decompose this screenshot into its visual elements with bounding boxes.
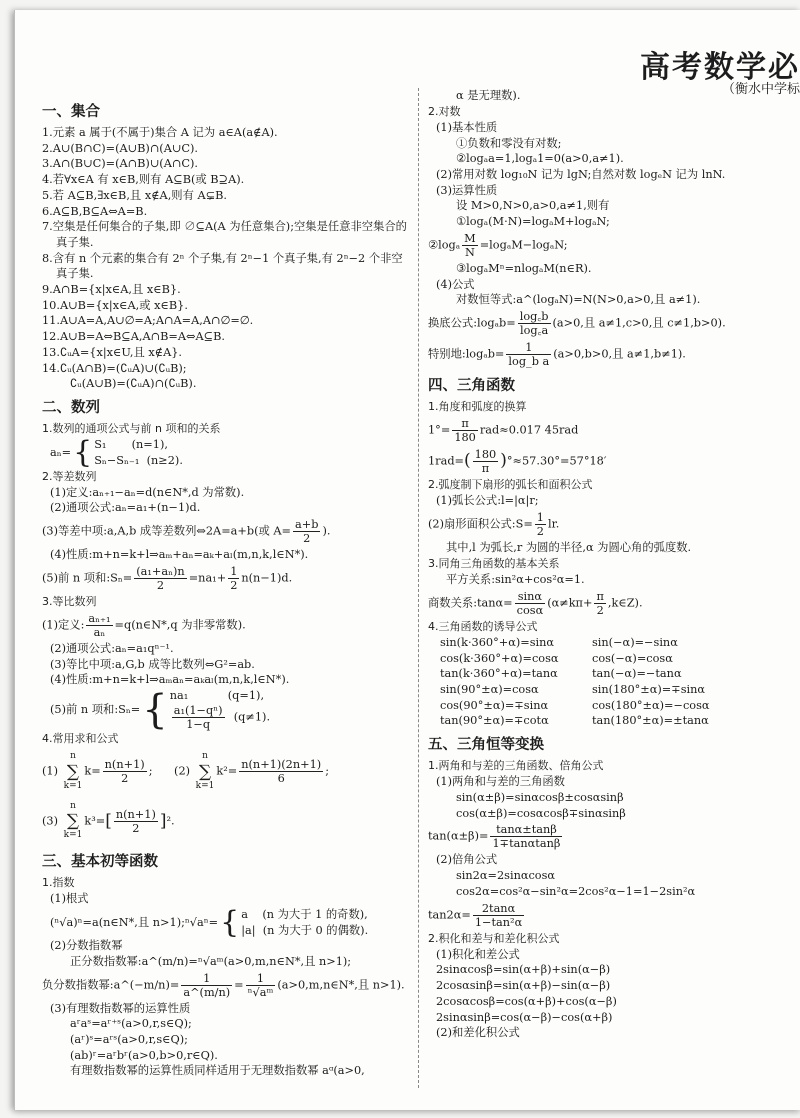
column-divider — [418, 88, 419, 1088]
formula-text: k²= — [216, 764, 238, 778]
numerator: a+b — [295, 518, 319, 532]
formula-text: (3) — [42, 814, 59, 828]
formula-text: 特别地:logₐb= — [428, 347, 505, 361]
formula — [428, 509, 773, 540]
cases — [94, 437, 183, 468]
list-item: 8.含有 n 个元素的集合有 2ⁿ 个子集,有 2ⁿ−1 个真子集,有 2ⁿ−2 个非空真子集. — [42, 251, 403, 281]
table-cell: sin(180°±α)=∓sinα — [592, 682, 706, 696]
formula: (4)性质:m+n=k+l⇒aₘaₙ=aₖaₗ(m,n,k,l∈N*). — [50, 673, 290, 687]
denominator: 2 — [303, 532, 311, 546]
formula: α 是无理数). — [456, 89, 521, 102]
formula: (2)分数指数幂 — [50, 939, 123, 953]
formula: ①负数和零没有对数; — [456, 136, 562, 150]
subheading: 1.角度和弧度的换算 — [428, 399, 527, 413]
formula — [428, 308, 773, 339]
numerator: 1 — [230, 564, 238, 578]
formula — [42, 970, 414, 1001]
formula-text: 商数关系:tanα= — [428, 596, 513, 610]
fraction — [473, 902, 524, 929]
formula: (3)有理数指数幂的运算性质 — [50, 1001, 191, 1015]
formula: sin(α±β)=sinαcosβ±cosαsinβ — [456, 790, 624, 804]
page-title: 高考数学必 — [640, 50, 800, 85]
brace-symbol: { — [73, 434, 93, 470]
list-item: 12.A∪B=A⇔B⊆A,A∩B=A⇔A⊆B. — [42, 330, 226, 344]
table-cell: sin(−α)=−sinα — [592, 635, 678, 649]
denominator: 1∓tanαtanβ — [492, 837, 561, 851]
denominator: 180 — [454, 431, 476, 445]
list-item: 3.A∩(B∪C)=(A∩B)∪(A∩C). — [42, 157, 198, 171]
formula-text: =logₐM−logₐN; — [479, 238, 568, 252]
denominator: 2 — [121, 772, 129, 786]
denominator: 2 — [156, 578, 165, 592]
numerator: π — [596, 589, 604, 603]
subheading: 1.两角和与差的三角函数、倍角公式 — [428, 759, 604, 773]
numerator: 180 — [474, 448, 497, 462]
formula — [42, 563, 414, 594]
formula-text: 换底公式:logₐb= — [428, 316, 516, 330]
formula: (2)和差化积公式 — [436, 1026, 520, 1040]
formula-text: tan(α±β)= — [428, 829, 489, 843]
numerator: 1 — [506, 341, 551, 355]
formula: ③logₐMⁿ=nlogₐM(n∈R). — [456, 261, 592, 275]
formula: 有理数指数幂的运算性质同样适用于无理数指数幂 aᵅ(a>0, — [70, 1064, 365, 1078]
formula: 2cosαcosβ=cos(α+β)+cos(α−β) — [436, 994, 617, 1008]
denominator: log_b a — [508, 354, 550, 368]
fraction — [228, 565, 239, 592]
table-cell: cos(90°±α)=∓sinα — [440, 698, 549, 712]
table-cell: tan(k·360°+α)=tanα — [440, 667, 558, 681]
right-column — [428, 88, 773, 1041]
fraction — [452, 417, 478, 444]
case-cond: (n≥2). — [146, 453, 183, 467]
fraction — [181, 972, 232, 999]
formula: sin2α=2sinαcosα — [456, 869, 556, 883]
case-cond: (n 为大于 1 的奇数), — [262, 907, 368, 921]
numerator: 1 — [246, 972, 276, 986]
cases — [170, 688, 270, 731]
table-cell: cos(−α)=cosα — [592, 651, 673, 665]
denominator: 1−q — [186, 717, 211, 731]
section-heading-trigonometric-functions: 四、三角函数 — [428, 377, 515, 394]
formula-text: ; — [325, 764, 329, 778]
subheading: 3.等比数列 — [42, 594, 97, 608]
table-cell: cos(180°±α)=−cosα — [592, 698, 710, 712]
formula — [42, 610, 414, 641]
formula-text: (α≠kπ+ — [547, 596, 593, 610]
sum-lower: k=1 — [63, 830, 83, 841]
formula: cos(α±β)=cosαcosβ∓sinαsinβ — [456, 806, 626, 820]
formula: (2)倍角公式 — [436, 853, 498, 867]
table-cell: sin(90°±α)=cosα — [440, 682, 539, 696]
denominator: cosα — [516, 603, 544, 617]
section-heading-sequences: 二、数列 — [42, 399, 100, 416]
case-expr: S₁ — [94, 438, 107, 452]
numerator: 1 — [181, 972, 232, 986]
numerator: aₙ₊₁ — [88, 612, 111, 626]
formula — [42, 688, 414, 731]
denominator: aₙ — [93, 626, 106, 640]
formula-text: (2) — [174, 764, 191, 778]
subheading: 4.三角函数的诱导公式 — [428, 619, 538, 633]
numerator: 1 — [536, 511, 544, 525]
section-heading-trig-identities: 五、三角恒等变换 — [428, 737, 544, 754]
numerator: 2tanα — [473, 902, 524, 916]
formula-text: (5)前 n 项和:Sₙ= — [42, 571, 133, 585]
fraction — [293, 518, 320, 545]
left-column — [42, 96, 414, 1079]
formula-text: =q(n∈N*,q 为非零常数). — [114, 618, 246, 632]
numerator: M — [464, 231, 476, 245]
formula-text: (a>0,b>0,且 a≠1,b≠1). — [553, 347, 686, 361]
subheading: 3.同角三角函数的基本关系 — [428, 556, 560, 570]
formula: (ab)ʳ=aʳbʳ(a>0,b>0,r∈Q). — [70, 1048, 218, 1062]
table-cell: tan(90°±α)=∓cotα — [440, 714, 549, 728]
formula: 其中,l 为弧长,r 为圆的半径,α 为圆心角的弧度数. — [446, 541, 692, 555]
fraction — [114, 808, 158, 835]
denominator: a^(m/n) — [183, 985, 231, 999]
subheading: 1.数列的通项公式与前 n 项和的关系 — [42, 421, 221, 435]
formula: (1)基本性质 — [436, 120, 498, 134]
section-heading-elementary-functions: 三、基本初等函数 — [42, 853, 158, 870]
sigma-symbol: ∑ — [198, 761, 212, 782]
formula — [428, 415, 773, 446]
formula — [42, 747, 414, 796]
formula: 2sinαsinβ=cos(α−β)−cos(α+β) — [436, 1010, 613, 1024]
fraction — [172, 704, 225, 731]
fraction — [535, 511, 546, 538]
fraction — [239, 758, 323, 785]
formula: cos2α=cos²α−sin²α=2cos²α−1=1−2sin²α — [456, 884, 696, 898]
formula-text: (1) — [42, 764, 59, 778]
formula: (2)通项公式:aₙ=a₁qⁿ⁻¹. — [50, 642, 174, 656]
sum-operator — [196, 749, 215, 794]
fraction — [594, 590, 605, 617]
sum-upper: n — [202, 751, 208, 762]
formula-text: ². — [166, 814, 175, 828]
formula-text: 负分数指数幂:a^(−m/n)= — [42, 978, 180, 992]
formula: (1)根式 — [50, 892, 89, 906]
subheading: 2.对数 — [428, 104, 461, 118]
denominator: 2 — [536, 525, 544, 539]
formula: 对数恒等式:a^(logₐN)=N(N>0,a>0,且 a≠1). — [456, 293, 701, 307]
denominator: 2 — [132, 821, 140, 835]
formula-text: °≈57.30°=57°18′ — [506, 454, 607, 468]
formula: aʳaˢ=aʳ⁺ˢ(a>0,r,s∈Q); — [70, 1017, 192, 1031]
formula-text: rad≈0.017 45rad — [479, 423, 579, 437]
formula: 设 M>0,N>0,a>0,a≠1,则有 — [456, 199, 610, 213]
formula: (1)积化和差公式 — [436, 947, 520, 961]
case-cond: (n 为大于 0 的偶数). — [262, 923, 369, 937]
denominator: 2 — [596, 603, 604, 617]
bracket-right: ] — [159, 810, 167, 831]
formula: ①logₐ(M·N)=logₐM+logₐN; — [456, 215, 610, 229]
fraction — [246, 972, 276, 999]
sum-upper: n — [70, 751, 76, 762]
induction-formula-table — [428, 635, 773, 729]
subheading: 2.等差数列 — [42, 469, 97, 483]
fraction — [518, 310, 551, 337]
list-item: 6.A⊆B,B⊆A⇔A=B. — [42, 204, 148, 218]
list-item: 1.元素 a 属于(不属于)集合 A 记为 a∈A(a∉A). — [42, 126, 278, 139]
formula-text: k= — [84, 764, 101, 778]
list-item: 9.A∩B={x|x∈A,且 x∈B}. — [42, 283, 181, 297]
formula: (4)公式 — [436, 277, 475, 291]
formula-text: (1)定义: — [42, 618, 85, 632]
formula — [428, 900, 773, 931]
table-cell: cos(k·360°+α)=cosα — [440, 651, 559, 665]
formula-text: ,k∈Z). — [607, 596, 643, 610]
table-cell: tan(−α)=−tanα — [592, 667, 682, 681]
case-cond: (n=1), — [131, 438, 168, 452]
formula — [428, 230, 773, 261]
numerator: (a₁+aₙ)n — [136, 564, 185, 578]
denominator: 2 — [230, 578, 238, 592]
cases — [241, 907, 368, 938]
formula: (1)弧长公式:l=|α|r; — [436, 494, 539, 508]
fraction — [490, 823, 562, 850]
fraction — [134, 565, 186, 592]
case-cond: (q≠1). — [233, 710, 271, 724]
formula-text: lr. — [547, 517, 560, 531]
subheading: 2.弧度制下扇形的弧长和面积公式 — [428, 478, 593, 492]
sets-list — [42, 125, 414, 392]
subheading: 1.指数 — [42, 875, 75, 889]
formula-text: (a>0,且 a≠1,c>0,且 c≠1,b>0). — [552, 316, 726, 330]
sum-lower: k=1 — [63, 780, 83, 791]
formula: (1)定义:aₙ₊₁−aₙ=d(n∈N*,d 为常数). — [50, 485, 245, 499]
list-item: 4.若∀x∈A 有 x∈B,则有 A⊆B(或 B⊇A). — [42, 173, 245, 187]
formula-text: (或 A= — [254, 524, 292, 538]
formula-text: (a>0,m,n∈N*,且 n>1). — [277, 978, 405, 992]
formula — [428, 446, 773, 477]
list-item: 5.若 A⊆B,∃x∈B,且 x∉A,则有 A⊊B. — [42, 188, 228, 202]
numerator: n(n+1) — [115, 807, 156, 821]
denominator: 1−tan²α — [474, 915, 523, 929]
formula — [42, 797, 414, 846]
table-cell: tan(180°±α)=±tanα — [592, 714, 709, 728]
case-expr: na₁ — [169, 689, 189, 703]
formula-text: ). — [322, 524, 331, 538]
formula-text: = — [234, 978, 244, 992]
formula: ②logₐa=1,logₐ1=0(a>0,a≠1). — [456, 152, 624, 166]
sigma-symbol: ∑ — [66, 761, 80, 782]
formula: 正分数指数幂:a^(m/n)=ⁿ√aᵐ(a>0,m,n∈N*,且 n>1); — [70, 954, 352, 968]
formula-text: ②logₐ — [428, 238, 461, 252]
list-item: 2.A∪(B∩C)=(A∪B)∩(A∪C). — [42, 141, 198, 155]
list-item: 10.A∪B={x|x∈A,或 x∈B}. — [42, 298, 188, 312]
fraction — [515, 590, 546, 617]
formula: (2)通项公式:aₙ=a₁+(n−1)d. — [50, 501, 201, 515]
numerator: log꜀b — [519, 309, 549, 323]
formula-text: 1rad= — [428, 454, 465, 468]
formula — [428, 821, 773, 852]
formula: (aʳ)ˢ=aʳˢ(a>0,r,s∈Q); — [70, 1033, 188, 1047]
case-expr: |a| — [241, 923, 256, 937]
fraction — [506, 341, 551, 368]
list-item: ∁ᵤ(A∪B)=(∁ᵤA)∩(∁ᵤB). — [70, 377, 197, 391]
list-item: 13.∁ᵤA={x|x∈U,且 x∉A}. — [42, 345, 183, 359]
formula: (3)等比中项:a,G,b 成等比数列⇔G²=ab. — [50, 657, 255, 671]
case-cond: (q=1), — [227, 689, 265, 703]
formula-text: aₙ= — [50, 446, 72, 459]
formula — [42, 904, 414, 940]
brace-symbol: { — [142, 686, 168, 733]
sum-operator — [64, 799, 83, 844]
fraction — [462, 232, 478, 259]
formula: (2)常用对数 log₁₀N 记为 lgN;自然对数 logₑN 记为 lnN. — [436, 168, 726, 182]
sum-upper: n — [70, 800, 76, 811]
subheading: 2.积化和差与和差化积公式 — [428, 931, 560, 945]
numerator: n(n+1)(2n+1) — [241, 758, 322, 772]
formula-text: (2)扇形面积公式:S= — [428, 517, 533, 531]
formula-text: 1°= — [428, 423, 451, 437]
paren-right: ) — [500, 450, 507, 471]
formula: (4)性质:m+n=k+l⇒aₘ+aₙ=aₖ+aₗ(m,n,k,l∈N*). — [50, 548, 309, 562]
page-subtitle: （衡水中学标 — [721, 82, 800, 97]
case-expr: Sₙ−Sₙ₋₁ — [94, 453, 140, 467]
paren-left: ( — [464, 450, 471, 471]
case-expr: a — [241, 907, 248, 921]
bracket-left: [ — [105, 810, 112, 831]
numerator: sinα — [515, 590, 546, 604]
formula — [428, 339, 773, 370]
formula-text: ; — [148, 764, 153, 778]
fraction — [86, 612, 112, 639]
formula: 平方关系:sin²α+cos²α=1. — [446, 572, 585, 586]
numerator: tanα±tanβ — [490, 823, 562, 837]
denominator: N — [464, 245, 475, 259]
denominator: ⁿ√aᵐ — [247, 985, 274, 999]
formula-text: (ⁿ√a)ⁿ=a(n∈N*,且 n>1);ⁿ√aⁿ= — [50, 915, 219, 929]
list-item: 7.空集是任何集合的子集,即 ∅⊆A(A 为任意集合);空集是任意非空集合的真子集. — [42, 220, 407, 249]
list-item: 14.∁ᵤ(A∩B)=(∁ᵤA)∪(∁ᵤB); — [42, 361, 187, 375]
denominator: 6 — [277, 772, 285, 786]
formula-text: k³= — [84, 814, 106, 828]
sum-operator — [64, 749, 83, 794]
formula: (3)运算性质 — [436, 183, 498, 197]
fraction — [473, 448, 499, 475]
formula-text: tan2α= — [428, 908, 471, 921]
denominator: π — [481, 462, 490, 476]
formula-text: n(n−1)d. — [241, 571, 293, 585]
section-heading-sets: 一、集合 — [42, 104, 100, 120]
brace-symbol: { — [220, 904, 240, 940]
denominator: log꜀a — [519, 323, 549, 337]
formula — [42, 516, 414, 547]
fraction — [103, 758, 147, 785]
list-item: 11.A∪A=A,A∪∅=A;A∩A=A,A∩∅=∅. — [42, 314, 254, 328]
sigma-symbol: ∑ — [66, 811, 80, 832]
sum-lower: k=1 — [195, 780, 215, 791]
formula: 2cosαsinβ=sin(α+β)−sin(α−β) — [436, 979, 611, 993]
formula — [42, 434, 414, 470]
formula: 2sinαcosβ=sin(α+β)+sin(α−β) — [436, 963, 611, 977]
numerator: π — [452, 417, 478, 431]
subheading: 4.常用求和公式 — [42, 731, 119, 745]
table-cell: sin(k·360°+α)=sinα — [440, 635, 555, 649]
formula-text: (5)前 n 项和:Sₙ= — [50, 702, 141, 716]
formula-text: =na₁+ — [188, 571, 227, 585]
numerator: n(n+1) — [104, 758, 145, 772]
formula — [428, 588, 773, 619]
formula-text: (3)等差中项:a,A,b 成等差数列⇔2A=a+b — [42, 524, 255, 538]
numerator: a₁(1−qⁿ) — [173, 703, 223, 717]
formula: (1)两角和与差的三角函数 — [436, 775, 565, 789]
